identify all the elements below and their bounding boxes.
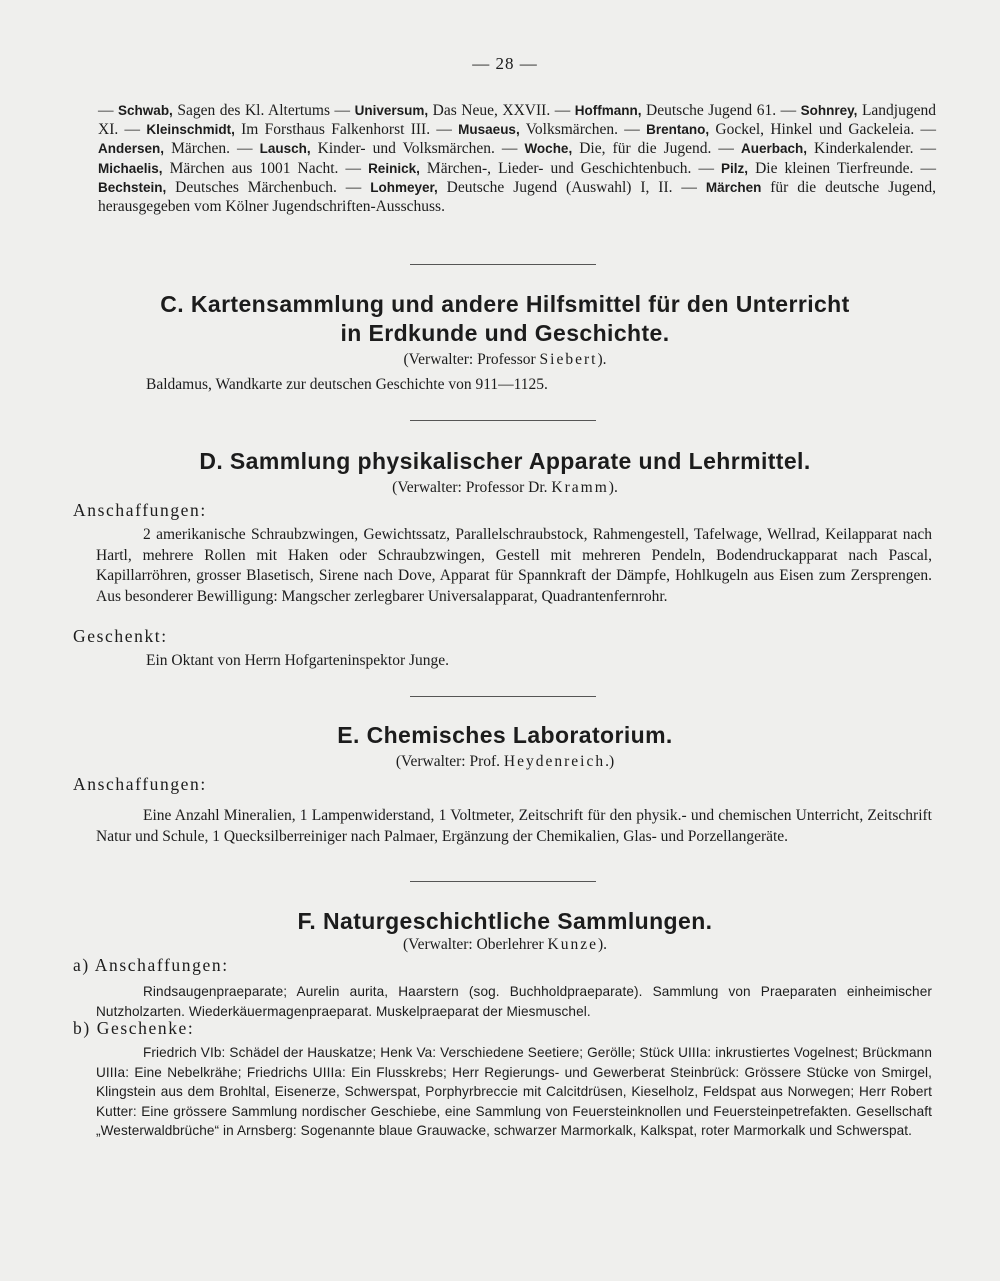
- verwalter-prefix: (Verwalter: Prof.: [395, 753, 504, 770]
- author-name: Märchen: [705, 179, 762, 195]
- author-name: Bechstein,: [98, 179, 167, 195]
- section-f-label-b: b) Geschenke:: [73, 1018, 195, 1038]
- section-c-verwalter: [0, 351, 1000, 369]
- section-e-verwalter: [0, 753, 1000, 771]
- section-f-a-text: Rindsaugenpraeparate; Aurelin aurita, Haarstern (sog. Buchholdpraeparate). Sammlung von Praeparaten einheimischer Nutzholzarten. Wiederkäuermagenpraeparat. Muskelpraeparat der Miesmuschel.: [96, 984, 932, 1019]
- author-name: Reinick,: [368, 160, 420, 176]
- section-divider: [410, 696, 596, 697]
- author-name: Lausch,: [259, 141, 311, 157]
- section-c-item: Baldamus, Wandkarte zur deutschen Geschichte von 911—1125.: [146, 376, 548, 393]
- verwalter-name: Kramm: [551, 479, 609, 496]
- verwalter-prefix: (Verwalter: Professor: [403, 351, 540, 368]
- author-name: Michaelis,: [98, 160, 163, 176]
- verwalter-name: Heydenreich: [503, 753, 606, 770]
- section-divider: [410, 420, 596, 421]
- author-name: Universum,: [354, 103, 429, 118]
- section-e-anschaffungen-text: Eine Anzahl Mineralien, 1 Lampenwiderstand, 1 Voltmeter, Zeitschrift für den physik.- und chemischen Unterricht, Zeitschrift Natur und Schule, 1 Quecksilberreiniger nach Palmaer, Ergänzung der Chemikalien, Glas- und Porzellangeräte.: [96, 807, 932, 845]
- section-c-title-line2: in Erdkunde und Geschichte.: [340, 320, 670, 346]
- section-e-label-anschaffungen: Anschaffungen:: [73, 774, 207, 794]
- verwalter-prefix: (Verwalter: Professor Dr.: [392, 479, 552, 496]
- section-f-label-a: a) Anschaffungen:: [73, 955, 229, 975]
- section-d-verwalter: [0, 479, 1000, 497]
- section-c-title-line1: C. Kartensammlung und andere Hilfsmittel für den Unterricht: [160, 291, 850, 317]
- section-f-b-text: Friedrich VIb: Schädel der Hauskatze; Henk Va: Verschiedene Seetiere; Gerölle; Stück UIIIa: inkrustiertes Vogelnest; Brückmann UIIIa: Eine Nebelkrähe; Friedrichs UIIIa: Ein Flusskrebs; Herr Regierungs- und Gewerberat Steinbrück: Grössere Stücke von Smirgel, Klingstein aus dem Brohltal, Eisenerze, Schwerspat, Porphyrbreccie mit Calcitdrüsen, Kieselholz, Feldspat aus Norwegen; Herr Robert Kutter: Eine grössere Sammlung nordischer Geschiebe, eine Sammlung von Feuersteinknollen und Feuersteinpetrefakten. Gesellschaft „Westerwaldbrüche“ in Arnsberg: Sogenannte blaue Grauwacke, schwarzer Marmorkalk, Kalkspat, roter Marmorkalk und Schwerspat.: [96, 1045, 932, 1139]
- author-name: Hoffmann,: [574, 103, 642, 118]
- section-f-title: F. Naturgeschichtliche Sammlungen.: [297, 908, 713, 934]
- author-name: Lohmeyer,: [370, 179, 438, 195]
- author-name: Sohnrey,: [800, 103, 858, 118]
- author-name: Schwab,: [118, 103, 173, 118]
- author-name: Musaeus,: [458, 122, 520, 138]
- page-number: — 28 —: [472, 54, 538, 73]
- verwalter-name: Kunze: [547, 936, 598, 953]
- verwalter-suffix: ).: [608, 479, 618, 496]
- section-e-title: E. Chemisches Laboratorium.: [337, 722, 673, 748]
- book-list-paragraph: — Schwab, Sagen des Kl. Altertums — Universum, Das Neue, XXVII. — Hoffmann, Deutsche Jugend 61. — Sohnrey, Landjugend XI. — Kleinschmidt, Im Forsthaus Falkenhorst III. — Musaeus, Volksmärchen. — Brentano, Gockel, Hinkel und Gackeleia. — Andersen, Märchen. — Lausch, Kinder- und Volksmärchen. — Woche, Die, für die Jugend. — Auerbach, Kinderkalender. — Michaelis, Märchen aus 1001 Nacht. — Reinick, Märchen-, Lieder- und Geschichtenbuch. — Pilz, Die kleinen Tierfreunde. — Bechstein, Deutsches Märchenbuch. — Lohmeyer, Deutsche Jugend (Auswahl) I, II. — Märchen für die deutsche Jugend, herausgegeben vom Kölner Jugendschriften-Ausschuss.: [98, 102, 937, 216]
- section-divider: [410, 264, 596, 265]
- verwalter-suffix: ).: [597, 351, 607, 368]
- section-d-label-anschaffungen: Anschaffungen:: [73, 500, 207, 520]
- section-d-anschaffungen-text: 2 amerikanische Schraubzwingen, Gewichtssatz, Parallelschraubstock, Rahmengestell, Tafelwage, Wellrad, Keilapparat nach Hartl, mehrere Rollen mit Haken oder Schraubzwingen, Gestell mit mehreren Pendeln, Bodendruckapparat nach Pascal, Kapillarröhren, grosser Blasetisch, Sirene nach Dove, Apparat für Spannkraft der Dämpfe, Hohlkugeln aus Eisen zum Zersprengen. Aus besonderer Bewilligung: Mangscher zerlegbarer Universalapparat, Quadrantenfernrohr.: [96, 526, 932, 605]
- section-d-title: D. Sammlung physikalischer Apparate und Lehrmittel.: [199, 448, 811, 474]
- author-name: Kleinschmidt,: [146, 122, 235, 138]
- verwalter-name: Siebert: [539, 351, 598, 368]
- author-name: Auerbach,: [740, 141, 807, 157]
- author-name: Pilz,: [721, 160, 749, 176]
- verwalter-suffix: ).: [598, 936, 608, 953]
- author-name: Andersen,: [98, 141, 165, 157]
- verwalter-prefix: (Verwalter: Oberlehrer: [402, 936, 548, 953]
- section-d-label-geschenkt: Geschenkt:: [73, 626, 168, 646]
- author-name: Woche,: [524, 141, 573, 157]
- verwalter-suffix: .): [605, 753, 615, 770]
- section-divider: [410, 881, 596, 882]
- section-d-geschenkt-text: Ein Oktant von Herrn Hofgarteninspektor Junge.: [146, 652, 450, 669]
- section-f-verwalter: [0, 936, 1000, 954]
- author-name: Brentano,: [646, 122, 710, 138]
